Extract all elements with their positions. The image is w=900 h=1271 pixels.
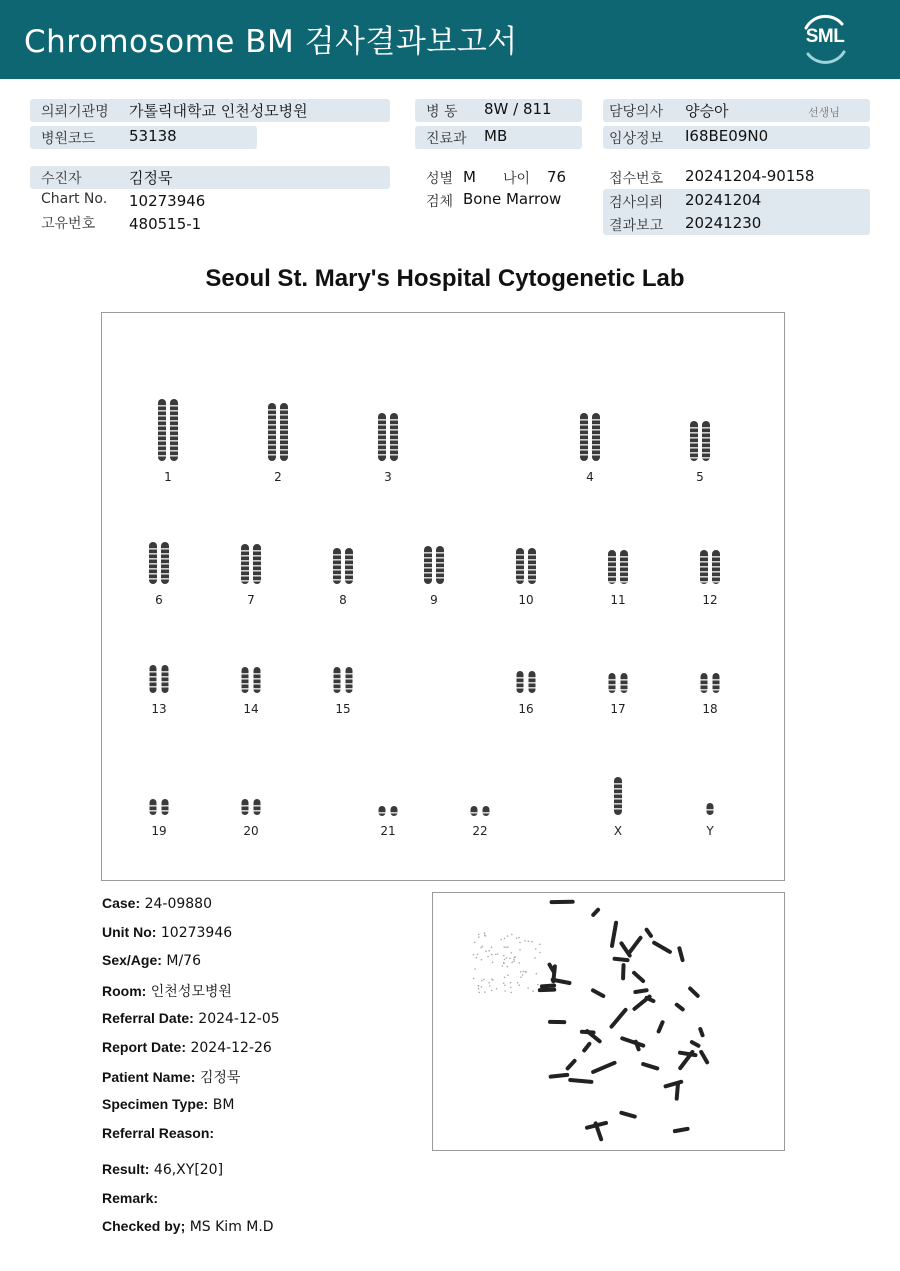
chromosome-pair-5	[685, 419, 715, 463]
chromosome-pair-X	[603, 775, 633, 817]
patient-name-value: 김정묵	[199, 1070, 241, 1086]
result-line	[102, 1161, 223, 1178]
unique-value: 480515-1	[129, 215, 202, 233]
patient-value: 김정묵	[129, 169, 173, 187]
ward-label: 병 동	[426, 104, 458, 120]
karyotype-panel	[101, 312, 785, 881]
age-value: 76	[547, 168, 567, 186]
chromosome-label: 6	[155, 593, 163, 607]
receipt-label: 접수번호	[609, 171, 664, 187]
patient-name-line	[102, 1067, 240, 1087]
report-date-label: Report Date:	[102, 1039, 187, 1055]
chromosome-label: 10	[518, 593, 534, 607]
doctor-suffix: 선생님	[808, 106, 840, 119]
sexage-label: Sex/Age:	[102, 952, 162, 968]
chromosome-pair-20	[236, 797, 266, 817]
chromosome-label: 16	[518, 702, 534, 716]
unit-label: Unit No:	[102, 924, 157, 940]
report-value: 20241230	[685, 214, 762, 232]
doctor-value: 양승아	[685, 102, 729, 120]
chart-label: Chart No.	[41, 191, 108, 207]
chromosome-label: 4	[586, 470, 594, 484]
chromosome-label: 21	[380, 824, 396, 838]
sex-value: M	[463, 168, 476, 186]
referral-date-label: Referral Date:	[102, 1010, 194, 1026]
institution-value: 가톨릭대학교 인천성모병원	[129, 102, 308, 120]
metaphase-spread-icon	[433, 893, 784, 1150]
chromosome-pair-12	[695, 548, 725, 586]
referral-reason-label: Referral Reason:	[102, 1125, 215, 1141]
chromosome-label: 2	[274, 470, 282, 484]
specimen-type-line	[102, 1096, 234, 1113]
room-value: 인천성모병원	[150, 984, 232, 1000]
chromosome-pair-Y	[695, 801, 725, 817]
institution-label: 의뢰기관명	[41, 104, 109, 120]
case-label: Case:	[102, 895, 141, 911]
chromosome-pair-6	[144, 540, 174, 586]
patient-label: 수진자	[41, 171, 82, 187]
unit-line	[102, 924, 232, 941]
chromosome-pair-9	[419, 544, 449, 586]
specimen-type-label: Specimen Type:	[102, 1096, 209, 1112]
sexage-line	[102, 952, 201, 969]
remark-line	[102, 1190, 158, 1207]
hospital-code-value: 53138	[129, 127, 177, 145]
chromosome-pair-2	[263, 401, 293, 463]
chromosome-pair-22	[465, 803, 495, 817]
unique-label: 고유번호	[41, 216, 96, 232]
chromosome-pair-3	[373, 411, 403, 463]
chromosome-label: 13	[151, 702, 167, 716]
specimen-type-value: BM	[212, 1097, 235, 1113]
chromosome-pair-8	[328, 546, 358, 586]
chromosome-pair-11	[603, 548, 633, 586]
chromosome-label: 12	[702, 593, 718, 607]
chromosome-label: 11	[610, 593, 626, 607]
chromosome-pair-18	[695, 671, 725, 695]
report-header	[0, 0, 900, 79]
referral-date-line	[102, 1010, 280, 1027]
checked-value: MS Kim M.D	[189, 1219, 274, 1235]
chromosome-label: X	[613, 824, 623, 838]
case-line	[102, 895, 212, 912]
receipt-value: 20241204-90158	[685, 167, 815, 185]
chromosome-label: 22	[472, 824, 488, 838]
chromosome-label: 18	[702, 702, 718, 716]
clinical-value: I68BE09N0	[685, 127, 769, 145]
chromosome-pair-16	[511, 669, 541, 695]
chart-value: 10273946	[129, 192, 206, 210]
chromosome-label: 1	[164, 470, 172, 484]
chromosome-label: Y	[706, 824, 714, 838]
unit-value: 10273946	[160, 925, 233, 941]
ward-value: 8W / 811	[484, 100, 552, 118]
hospital-code-label: 병원코드	[41, 131, 96, 147]
chromosome-pair-7	[236, 542, 266, 586]
chromosome-label: 15	[335, 702, 351, 716]
referral-date-value: 2024-12-05	[198, 1011, 280, 1027]
patient-pill	[30, 166, 390, 189]
chromosome-pair-17	[603, 671, 633, 695]
age-label: 나이	[503, 171, 531, 187]
chromosome-pair-14	[236, 665, 266, 695]
chromosome-label: 9	[430, 593, 438, 607]
dept-value: MB	[484, 127, 508, 145]
result-value: 46,XY[20]	[153, 1162, 224, 1178]
sexage-value: M/76	[166, 953, 201, 969]
report-date-value: 2024-12-26	[190, 1040, 272, 1056]
sex-label: 성별	[426, 171, 454, 187]
case-value: 24-09880	[144, 896, 212, 912]
remark-label: Remark:	[102, 1190, 159, 1206]
patient-name-label: Patient Name:	[102, 1069, 196, 1085]
checked-label: Checked by;	[102, 1218, 186, 1234]
chromosome-label: 20	[243, 824, 259, 838]
request-value: 20241204	[685, 191, 762, 209]
chromosome-pair-10	[511, 546, 541, 586]
room-line	[102, 981, 232, 1001]
referral-reason-line	[102, 1125, 214, 1142]
clinical-label: 임상정보	[609, 131, 664, 147]
chromosome-label: 7	[247, 593, 255, 607]
chromosome-label: 8	[339, 593, 347, 607]
metaphase-image	[432, 892, 785, 1151]
chromosome-label: 5	[696, 470, 704, 484]
chromosome-pair-13	[144, 663, 174, 695]
chromosome-pair-1	[153, 397, 183, 463]
doctor-label: 담당의사	[609, 104, 664, 120]
specimen-label: 검체	[426, 194, 454, 210]
result-label: Result:	[102, 1161, 150, 1177]
report-date-line	[102, 1039, 272, 1056]
room-label: Room:	[102, 983, 147, 999]
specimen-value: Bone Marrow	[463, 190, 562, 208]
chromosome-pair-4	[575, 411, 605, 463]
chromosome-label: 19	[151, 824, 167, 838]
logo-text: SML	[805, 26, 845, 47]
chromosome-label: 14	[243, 702, 259, 716]
chromosome-pair-15	[328, 665, 358, 695]
report-label: 결과보고	[609, 218, 664, 234]
chromosome-pair-19	[144, 797, 174, 817]
checked-line	[102, 1218, 274, 1235]
report-title: Chromosome BM 검사결과보고서	[24, 24, 518, 60]
chromosome-label: 3	[384, 470, 392, 484]
sml-logo	[796, 12, 854, 66]
chromosome-label: 17	[610, 702, 626, 716]
dept-label: 진료과	[426, 131, 467, 147]
chromosome-pair-21	[373, 803, 403, 817]
lab-title: Seoul St. Mary's Hospital Cytogenetic Lab	[205, 265, 685, 292]
request-label: 검사의뢰	[609, 195, 664, 211]
